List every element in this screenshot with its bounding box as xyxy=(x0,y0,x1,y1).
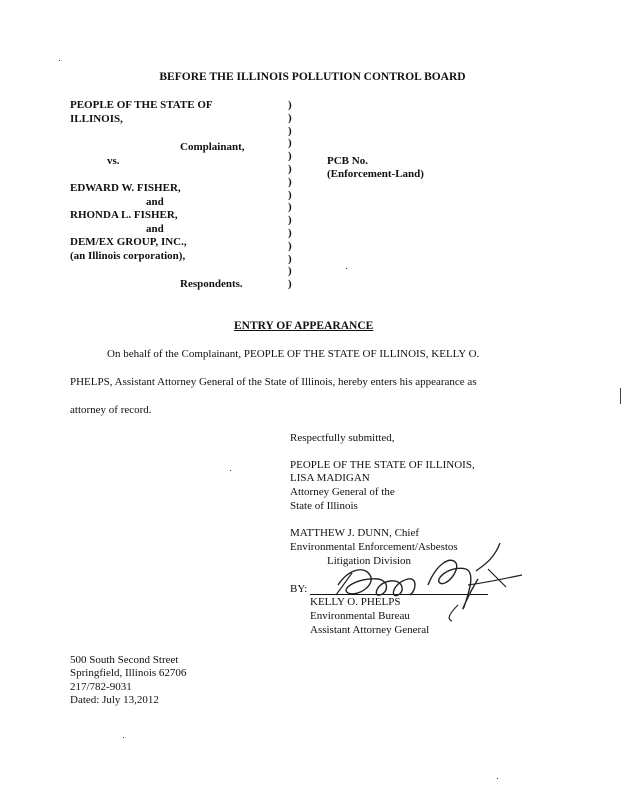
versus-label: vs. xyxy=(107,155,120,167)
scan-edge-mark xyxy=(620,388,621,404)
scan-speck xyxy=(123,737,124,738)
by-label: BY: xyxy=(290,583,308,595)
closing-text: Respectfully submitted, xyxy=(290,432,395,444)
address-phone: 217/782-9031 xyxy=(70,681,132,693)
caption-divider-parens: ) ) ) ) ) ) ) ) ) ) ) ) ) ) ) xyxy=(288,99,292,291)
respondent-rhonda: RHONDA L. FISHER, xyxy=(70,209,178,221)
paragraph-line-2: PHELPS, Assistant Attorney General of the State of Illinois, hereby enters his appearance as xyxy=(70,376,477,388)
and-label-2: and xyxy=(146,223,164,235)
complainant-name-line1: PEOPLE OF THE STATE OF xyxy=(70,99,213,111)
entry-of-appearance-heading: ENTRY OF APPEARANCE xyxy=(234,320,374,332)
chief-division-2: Litigation Division xyxy=(327,555,412,567)
chief-division-1: Environmental Enforcement/Asbestos xyxy=(290,541,458,553)
signer-bureau: Environmental Bureau xyxy=(310,610,410,622)
board-title: BEFORE THE ILLINOIS POLLUTION CONTROL BOARD xyxy=(159,71,466,83)
party-name: PEOPLE OF THE STATE OF ILLINOIS, xyxy=(290,459,475,471)
scan-speck xyxy=(59,60,60,61)
scan-speck xyxy=(346,268,347,269)
scan-speck xyxy=(497,778,498,779)
case-type: (Enforcement-Land) xyxy=(327,168,424,180)
chief-name: MATTHEW J. DUNN, Chief xyxy=(290,527,420,539)
address-street: 500 South Second Street xyxy=(70,654,179,666)
date-line: Dated: July 13,2012 xyxy=(70,694,159,706)
attorney-general-name: LISA MADIGAN xyxy=(290,472,370,484)
attorney-general-title-2: State of Illinois xyxy=(290,500,358,512)
respondent-demex: DEM/EX GROUP, INC., xyxy=(70,236,187,248)
respondent-demex-desc: (an Illinois corporation), xyxy=(70,250,186,262)
address-city: Springfield, Illinois 62706 xyxy=(70,667,187,679)
complainant-name-line2: ILLINOIS, xyxy=(70,113,123,125)
and-label-1: and xyxy=(146,196,164,208)
signer-name: KELLY O. PHELPS xyxy=(310,596,401,608)
attorney-general-title-1: Attorney General of the xyxy=(290,486,395,498)
case-number: PCB No. xyxy=(327,155,368,167)
paragraph-line-1: On behalf of the Complainant, PEOPLE OF THE STATE OF ILLINOIS, KELLY O. xyxy=(107,348,480,360)
respondent-edward: EDWARD W. FISHER, xyxy=(70,182,181,194)
scan-speck xyxy=(230,470,231,471)
respondents-label: Respondents. xyxy=(180,278,243,290)
signer-title: Assistant Attorney General xyxy=(310,624,430,636)
complainant-label: Complainant, xyxy=(180,141,245,153)
paragraph-line-3: attorney of record. xyxy=(70,404,152,416)
